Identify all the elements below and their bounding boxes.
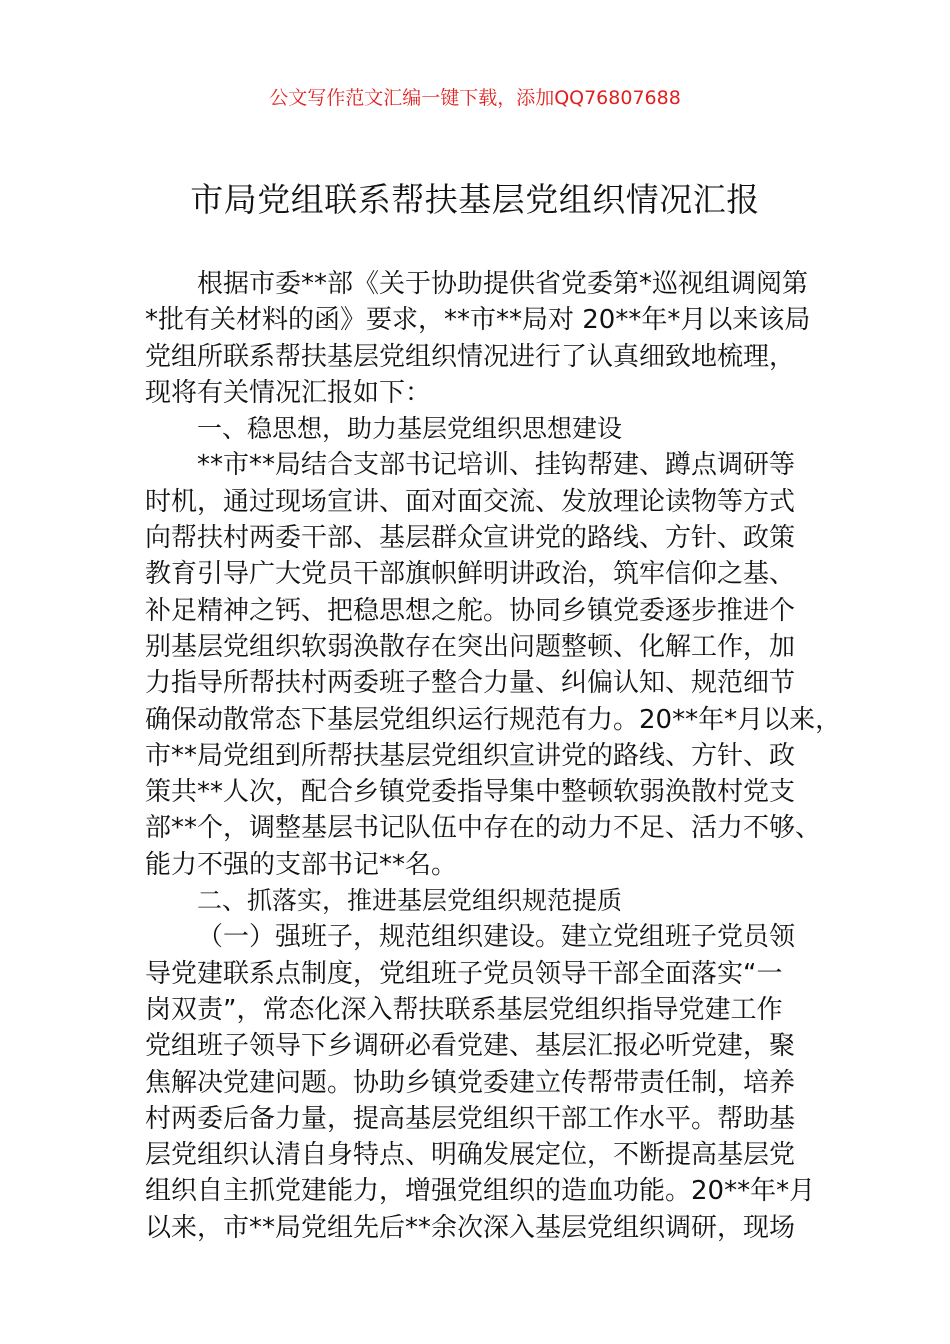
paragraph-line: 能力不强的支部书记**名。 bbox=[145, 849, 458, 880]
section-heading-2: 二、抓落实，推进基层党组织规范提质 bbox=[197, 886, 623, 916]
paragraph-line: 根据市委**部《关于协助提供省党委第*巡视组调阅第 bbox=[197, 269, 809, 299]
paragraph-line: 别基层党组织软弱涣散存在突出问题整顿、化解工作，加 bbox=[145, 631, 796, 662]
watermark-banner: 公文写作范文汇编一键下载，添加QQ76807688 bbox=[269, 87, 681, 109]
paragraph-line: 以来，市**局党组先后**余次深入基层党组织调研，现场 bbox=[145, 1212, 796, 1243]
document-title: 市局党组联系帮扶基层党组织情况汇报 bbox=[190, 180, 760, 219]
paragraph-line: 市**局党组到所帮扶基层党组织宣讲党的路线、方针、政 bbox=[145, 740, 796, 771]
paragraph-line: 党组所联系帮扶基层党组织情况进行了认真细致地梳理， bbox=[145, 341, 796, 372]
paragraph-line: 党组班子领导下乡调研必看党建、基层汇报必听党建，聚 bbox=[145, 1031, 796, 1062]
paragraph-line: 力指导所帮扶村两委班子整合力量、纠偏认知、规范细节 bbox=[145, 668, 796, 699]
paragraph-line: 时机，通过现场宣讲、面对面交流、发放理论读物等方式 bbox=[145, 486, 796, 517]
paragraph-line: 导党建联系点制度，党组班子党员领导干部全面落实“一 bbox=[145, 958, 783, 989]
paragraph-line: 层党组织认清自身特点、明确发展定位，不断提高基层党 bbox=[145, 1140, 796, 1171]
document-body bbox=[145, 266, 842, 1246]
paragraph-line: 组织自主抓党建能力，增强党组织的造血功能。20**年*月 bbox=[145, 1176, 816, 1207]
paragraph-line: 村两委后备力量，提高基层党组织干部工作水平。帮助基 bbox=[145, 1103, 796, 1134]
paragraph-line: *批有关材料的函》要求，**市**局对 20**年*月以来该局 bbox=[145, 305, 811, 336]
paragraph-line: 补足精神之钙、把稳思想之舵。协同乡镇党委逐步推进个 bbox=[145, 595, 796, 626]
paragraph-line: **市**局结合支部书记培训、挂钩帮建、蹲点调研等 bbox=[197, 450, 796, 481]
paragraph-line: 焦解决党建问题。协助乡镇党委建立传帮带责任制，培养 bbox=[145, 1067, 796, 1098]
paragraph-line: （一）强班子，规范组织建设。建立党组班子党员领 bbox=[197, 922, 796, 953]
section-heading-1: 一、稳思想，助力基层党组织思想建设 bbox=[197, 414, 623, 444]
paragraph-line: 向帮扶村两委干部、基层群众宣讲党的路线、方针、政策 bbox=[145, 523, 796, 554]
paragraph-line: 教育引导广大党员干部旗帜鲜明讲政治，筑牢信仰之基、 bbox=[145, 559, 796, 590]
paragraph-line: 策共**人次，配合乡镇党委指导集中整顿软弱涣散村党支 bbox=[145, 777, 796, 808]
paragraph-line: 确保动散常态下基层党组织运行规范有力。20**年*月以来， bbox=[145, 704, 842, 735]
paragraph-line: 部**个，调整基层书记队伍中存在的动力不足、活力不够、 bbox=[145, 813, 822, 844]
paragraph-line: 现将有关情况汇报如下： bbox=[145, 377, 432, 408]
paragraph-line: 岗双责”，常态化深入帮扶联系基层党组织指导党建工作 bbox=[145, 994, 783, 1025]
